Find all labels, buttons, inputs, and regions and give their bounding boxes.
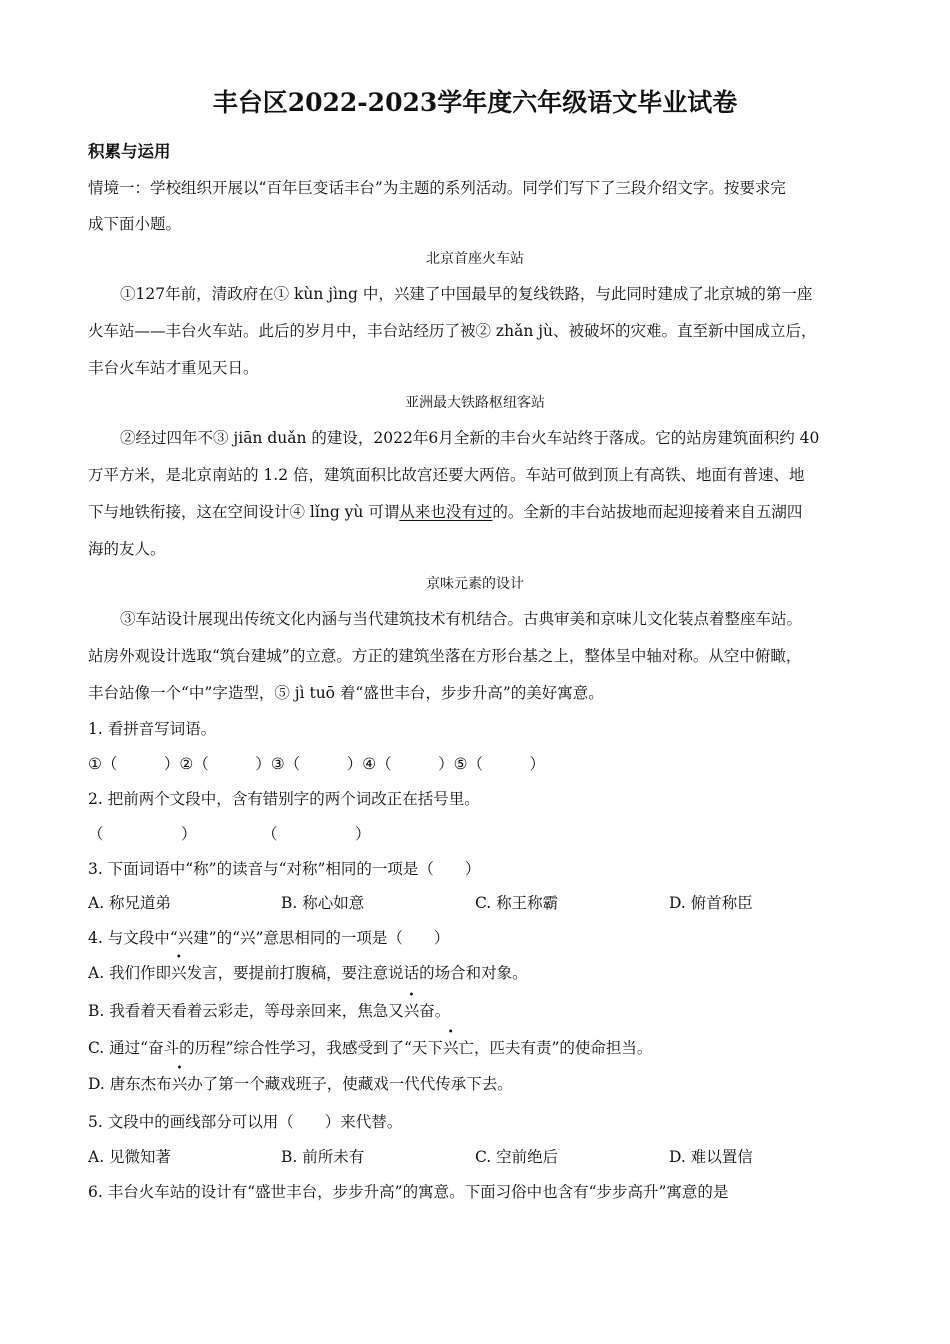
passage-2-line-4: 海的友人。	[88, 540, 166, 558]
passage-2-line-3-end: 的。全新的丰台站拔地而起迎接着来自五湖四	[492, 503, 803, 521]
question-3-option-c[interactable]: C. 称王称霸	[475, 894, 559, 912]
question-4-stem: 4. 与文段中“兴建”的“兴”意思相同的一项是（ ）	[88, 929, 450, 947]
page-title: 丰台区2022-2023学年度六年级语文毕业试卷	[212, 88, 738, 117]
question-6-stem: 6. 丰台火车站的设计有“盛世丰台，步步升高”的寓意。下面习俗中也含有“步步高升”寓意的是	[88, 1183, 729, 1201]
passage-3-line-2: 站房外观设计选取“筑台建城”的立意。方正的建筑坐落在方形台基之上，整体呈中轴对称。从空中俯瞰，	[88, 647, 802, 665]
question-1-blanks[interactable]: ①（ ）②（ ）③（ ）④（ ）⑤（ ）	[88, 755, 545, 773]
passage-3-heading: 京味元素的设计	[426, 576, 524, 592]
q4-b-dotted-char: 兴	[403, 1002, 420, 1020]
passage-2-line-3	[88, 502, 802, 522]
question-4-option-a[interactable]	[88, 963, 528, 983]
question-3-option-d[interactable]: D. 俯首称臣	[669, 894, 753, 912]
q4-d-text-1: D. 唐东杰布	[88, 1075, 172, 1093]
question-4-option-d[interactable]	[88, 1074, 513, 1094]
q4-a-dotted-char: 兴	[171, 964, 187, 982]
question-5-option-c[interactable]: C. 空前绝后	[475, 1148, 559, 1166]
passage-1-line-3: 丰台火车站才重见天日。	[88, 359, 259, 377]
question-4-option-c[interactable]	[88, 1038, 652, 1058]
question-2-stem: 2. 把前两个文段中，含有错别字的两个词改正在括号里。	[88, 790, 480, 808]
q4-d-dotted-char: 兴	[171, 1075, 188, 1093]
underlined-phrase: 从来也没有过	[399, 503, 493, 521]
passage-1-heading: 北京首座火车站	[426, 251, 524, 267]
intro-line-2: 成下面小题。	[88, 215, 182, 233]
q4-c-text-1: C. 通过“奋斗的历程”综合性学习，我感受到了“天下	[88, 1039, 443, 1057]
q4-a-text-2: 发言，要提前打腹稿，要注意说话的场合和对象。	[186, 964, 528, 982]
passage-2-line-2: 万平方米，是北京南站的 1.2 倍，建筑面积比故宫还要大两倍。车站可做到顶上有高铁、地面有普速、地	[88, 466, 805, 484]
question-3-option-b[interactable]: B. 称心如意	[281, 894, 365, 912]
passage-2-line-3-start: 下与地铁衔接，这在空间设计④ lǐng yù 可谓	[88, 503, 400, 521]
q4-b-text-2: 奋。	[419, 1002, 451, 1020]
question-3-stem: 3. 下面词语中“称”的读音与“对称”相同的一项是（ ）	[88, 860, 481, 878]
question-1-stem: 1. 看拼音写词语。	[88, 720, 217, 738]
passage-2-line-1: ②经过四年不③ jiān duǎn 的建设，2022年6月全新的丰台火车站终于落成。它的站房建筑面积约 40	[120, 429, 820, 447]
question-2-blank-2[interactable]: （ ）	[262, 825, 371, 843]
q4-c-dotted-char: 兴	[442, 1039, 459, 1057]
question-5-option-a[interactable]: A. 见微知著	[88, 1148, 172, 1166]
intro-line-1: 情境一：学校组织开展以“百年巨变话丰台”为主题的系列活动。同学们写下了三段介绍文字。按要求完	[88, 179, 786, 197]
q4-a-text-1: A. 我们作即	[88, 964, 172, 982]
question-5-stem: 5. 文段中的画线部分可以用（ ）来代替。	[88, 1113, 403, 1131]
q4-b-text-1: B. 我看着天看着云彩走，等母亲回来，焦急又	[88, 1002, 404, 1020]
passage-3-line-1: ③车站设计展现出传统文化内涵与当代建筑技术有机结合。古典审美和京味儿文化装点着整座车站。	[120, 610, 803, 628]
question-3-option-a[interactable]: A. 称兄道弟	[88, 894, 172, 912]
passage-1-line-2: 火车站——丰台火车站。此后的岁月中，丰台站经历了被② zhǎn jù、被破坏的灾难。直至新中国成立后，	[88, 322, 817, 340]
section-heading: 积累与运用	[88, 142, 171, 161]
q4-c-text-2: 亡，匹夫有责”的使命担当。	[458, 1039, 653, 1057]
passage-2-heading: 亚洲最大铁路枢纽客站	[405, 395, 545, 411]
passage-1-line-1: ①127年前，清政府在① kùn jìng 中，兴建了中国最早的复线铁路，与此同时建成了北京城的第一座	[120, 285, 813, 303]
question-2-blank-1[interactable]: （ ）	[88, 825, 197, 843]
passage-3-line-3: 丰台站像一个“中”字造型，⑤ jì tuō 着“盛世丰台，步步升高”的美好寓意。	[88, 684, 604, 702]
question-5-option-d[interactable]: D. 难以置信	[669, 1148, 753, 1166]
question-4-option-b[interactable]	[88, 1001, 450, 1021]
q4-d-text-2: 办了第一个藏戏班子，使藏戏一代代传承下去。	[187, 1075, 513, 1093]
question-5-option-b[interactable]: B. 前所未有	[281, 1148, 365, 1166]
